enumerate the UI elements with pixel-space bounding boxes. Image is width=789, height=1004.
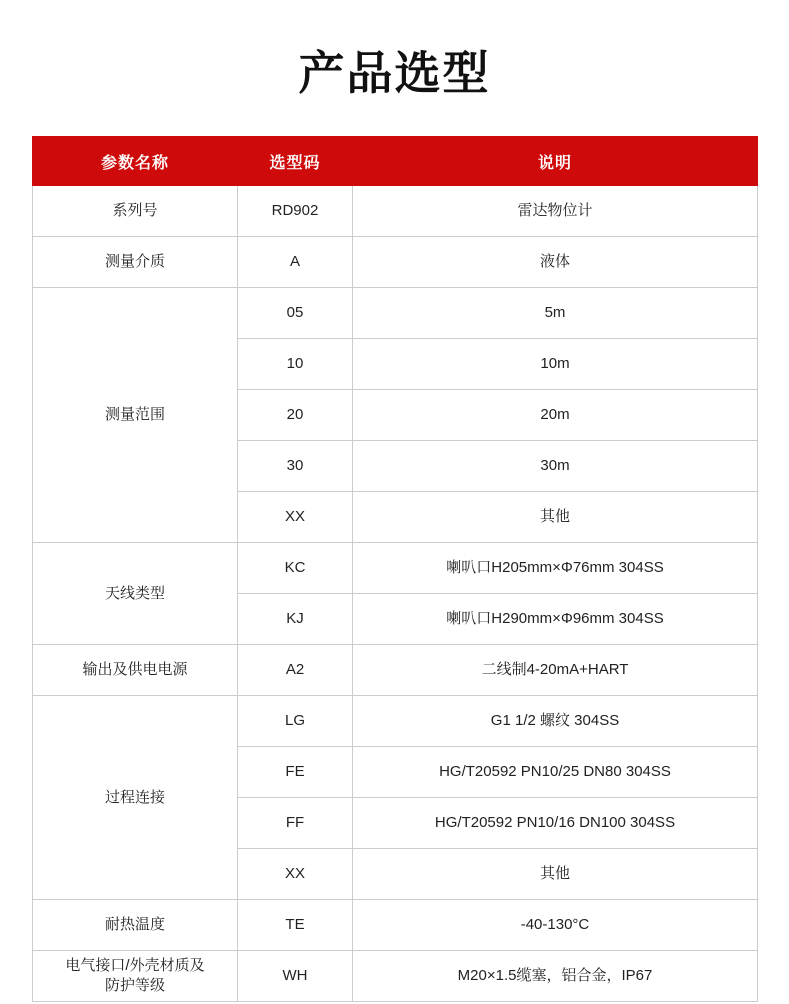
table-body <box>33 186 758 1002</box>
description-cell: G1 1/2 螺纹 304SS <box>353 696 758 747</box>
description-cell: 其他 <box>353 849 758 900</box>
code-cell: KC <box>238 543 353 594</box>
table-row <box>33 288 758 339</box>
description-cell: 10m <box>353 339 758 390</box>
group-name-heat-resistance: 耐热温度 <box>33 900 238 951</box>
group-name-process-connection: 过程连接 <box>33 696 238 900</box>
code-cell: WH <box>238 951 353 1002</box>
description-cell: 30m <box>353 441 758 492</box>
table-row <box>33 237 758 288</box>
code-cell: RD902 <box>238 186 353 237</box>
column-header-description: 说明 <box>353 137 758 186</box>
table-header <box>33 137 758 186</box>
description-cell: -40-130°C <box>353 900 758 951</box>
table-row <box>33 696 758 747</box>
code-cell: FE <box>238 747 353 798</box>
group-name-output-power: 输出及供电电源 <box>33 645 238 696</box>
description-cell: HG/T20592 PN10/16 DN100 304SS <box>353 798 758 849</box>
code-cell: LG <box>238 696 353 747</box>
description-cell: 二线制4-20mA+HART <box>353 645 758 696</box>
code-cell: 20 <box>238 390 353 441</box>
group-name-electrical-interface <box>33 951 238 1002</box>
table-row <box>33 951 758 1002</box>
column-header-selection-code: 选型码 <box>238 137 353 186</box>
code-cell: XX <box>238 492 353 543</box>
code-cell: A <box>238 237 353 288</box>
table-row <box>33 543 758 594</box>
code-cell: 30 <box>238 441 353 492</box>
spec-table-wrapper <box>32 136 757 1002</box>
description-cell: M20×1.5缆塞，铝合金，IP67 <box>353 951 758 1002</box>
table-header-row <box>33 137 758 186</box>
column-header-parameter-name: 参数名称 <box>33 137 238 186</box>
table-row <box>33 900 758 951</box>
group-name-antenna: 天线类型 <box>33 543 238 645</box>
group-name-series: 系列号 <box>33 186 238 237</box>
code-cell: 10 <box>238 339 353 390</box>
group-name-line-2: 防护等级 <box>104 977 165 995</box>
group-name-medium: 测量介质 <box>33 237 238 288</box>
table-row <box>33 186 758 237</box>
description-cell: 其他 <box>353 492 758 543</box>
code-cell: A2 <box>238 645 353 696</box>
description-cell: 喇叭口H290mm×Φ96mm 304SS <box>353 594 758 645</box>
description-cell: 5m <box>353 288 758 339</box>
group-name-line-1: 电气接口/外壳材质及 <box>65 956 205 974</box>
product-selection-table <box>32 136 758 1002</box>
description-cell: HG/T20592 PN10/25 DN80 304SS <box>353 747 758 798</box>
page-title: 产品选型 <box>298 47 491 99</box>
code-cell: 05 <box>238 288 353 339</box>
table-row <box>33 645 758 696</box>
description-cell: 喇叭口H205mm×Φ76mm 304SS <box>353 543 758 594</box>
code-cell: KJ <box>238 594 353 645</box>
description-cell: 20m <box>353 390 758 441</box>
code-cell: TE <box>238 900 353 951</box>
description-cell: 液体 <box>353 237 758 288</box>
code-cell: XX <box>238 849 353 900</box>
description-cell: 雷达物位计 <box>353 186 758 237</box>
group-name-range: 测量范围 <box>33 288 238 543</box>
code-cell: FF <box>238 798 353 849</box>
